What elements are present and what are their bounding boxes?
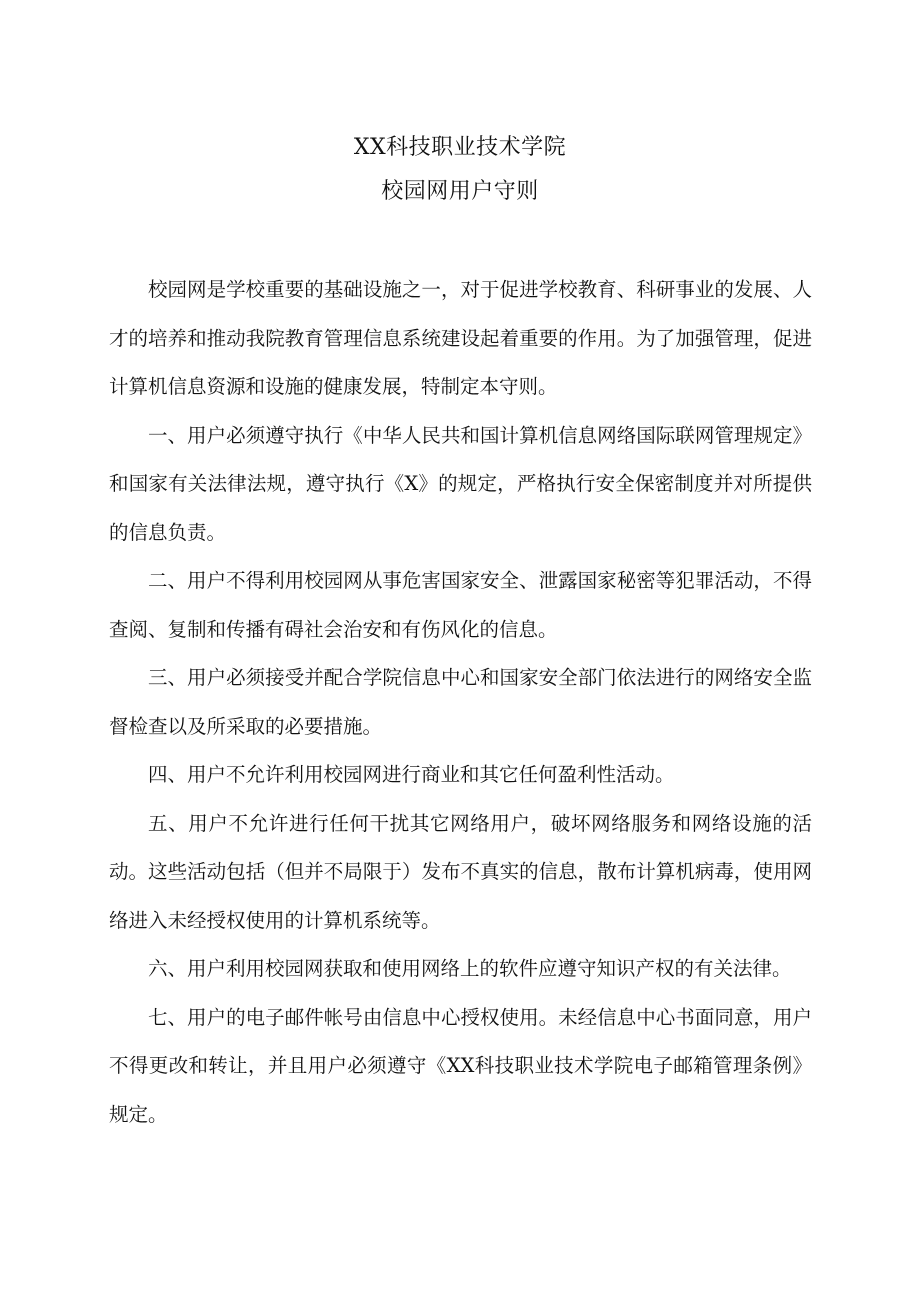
document-title-institution: XX科技职业技术学院: [353, 135, 567, 160]
document-body: [109, 266, 812, 1139]
paragraph-rule-7: 七、用户的电子邮件帐号由信息中心授权使用。未经信息中心书面同意，用户不得更改和转让，并且用户必须遵守《XX科技职业技术学院电子邮箱管理条例》规定。: [109, 1005, 812, 1126]
title-block: [0, 126, 920, 214]
paragraph-rule-6: 六、用户利用校园网获取和使用网络上的软件应遵守知识产权的有关法律。: [148, 957, 792, 980]
paragraph-rule-5: 五、用户不允许进行任何干扰其它网络用户，破坏网络服务和网络设施的活动。这些活动包括（但并不局限于）发布不真实的信息，散布计算机病毒，使用网络进入未经授权使用的计算机系统等。: [109, 811, 812, 932]
paragraph-rule-3: 三、用户必须接受并配合学院信息中心和国家安全部门依法进行的网络安全监督检查以及所采取的必要措施。: [109, 666, 812, 738]
document-title: 校园网用户守则: [381, 179, 539, 204]
paragraph-rule-1: 一、用户必须遵守执行《中华人民共和国计算机信息网络国际联网管理规定》和国家有关法律法规，遵守执行《X》的规定，严格执行安全保密制度并对所提供的信息负责。: [109, 423, 812, 544]
paragraph-rule-2: 二、用户不得利用校园网从事危害国家安全、泄露国家秘密等犯罪活动，不得查阅、复制和传播有碍社会治安和有伤风化的信息。: [109, 569, 812, 641]
paragraph-rule-4: 四、用户不允许利用校园网进行商业和其它任何盈利性活动。: [148, 763, 675, 786]
paragraph-intro: 校园网是学校重要的基础设施之一，对于促进学校教育、科研事业的发展、人才的培养和推动我院教育管理信息系统建设起着重要的作用。为了加强管理，促进计算机信息资源和设施的健康发展，特制定本守则。: [109, 278, 812, 398]
